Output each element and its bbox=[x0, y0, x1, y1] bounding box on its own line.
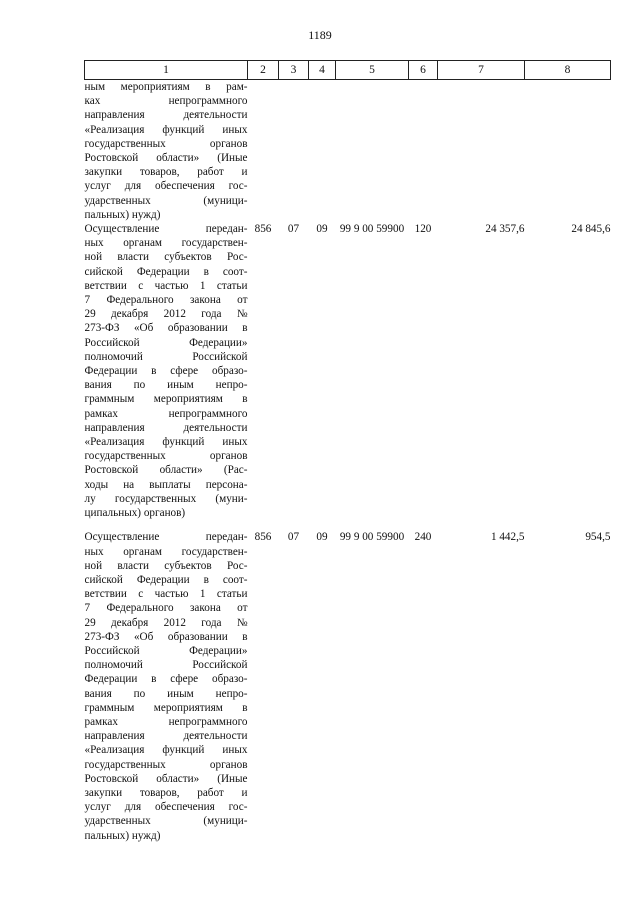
description-line: ветствии с частью 1 статьи bbox=[84, 588, 248, 601]
description-line: пальных) нужд) bbox=[84, 208, 161, 221]
description-line: закупки товаров, работ и bbox=[84, 166, 248, 179]
description-line: ходы на выплаты персона- bbox=[84, 478, 248, 491]
code-subsection: 09 bbox=[316, 531, 328, 544]
row-description bbox=[85, 222, 248, 530]
description-line: направления деятельности bbox=[84, 730, 248, 743]
description-line: Федерации в сфере образо- bbox=[84, 673, 248, 686]
amount-year-1: 1 442,5 bbox=[490, 531, 525, 544]
description-line: полномочий Российской bbox=[84, 350, 248, 363]
description-line: Российской Федерации» bbox=[84, 336, 248, 349]
description-line: ветствии с частью 1 статьи bbox=[84, 279, 248, 292]
table-row bbox=[85, 222, 611, 530]
description-line: ной власти субъектов Рос- bbox=[84, 251, 248, 264]
description-line: ударственных (муници- bbox=[84, 194, 248, 207]
column-header-3: 3 bbox=[279, 61, 309, 80]
amount-year-2 bbox=[525, 80, 611, 223]
description-line: направления деятельности bbox=[84, 109, 248, 122]
description-line: Российской Федерации» bbox=[84, 644, 248, 657]
column-header-1: 1 bbox=[85, 61, 248, 80]
code-expense-type bbox=[409, 80, 438, 223]
table-row bbox=[85, 530, 611, 854]
column-header-6: 6 bbox=[409, 61, 438, 80]
description-line: государственных органов bbox=[84, 758, 248, 771]
table-row bbox=[85, 80, 611, 223]
budget-table bbox=[84, 60, 611, 855]
description-line: 7 Федерального закона от bbox=[84, 294, 248, 307]
description-line: ной власти субъектов Рос- bbox=[84, 559, 248, 572]
code-target-article: 99 9 00 59900 bbox=[339, 531, 405, 544]
table-header-row bbox=[85, 61, 611, 80]
description-line: рамках непрограммного bbox=[84, 715, 248, 728]
description-line: ударственных (муници- bbox=[84, 815, 248, 828]
description-line: «Реализация функций иных bbox=[84, 123, 248, 136]
description-line: вания по иным непро- bbox=[84, 379, 248, 392]
description-line: «Реализация функций иных bbox=[84, 744, 248, 757]
description-line: ных органам государствен- bbox=[84, 237, 248, 250]
code-section: 07 bbox=[287, 223, 300, 236]
code-section bbox=[279, 80, 309, 223]
code-subsection bbox=[309, 80, 336, 223]
description-line: лу государственных (муни- bbox=[84, 492, 248, 505]
page-number: 1189 bbox=[308, 28, 332, 42]
amount-year-2: 24 845,6 bbox=[571, 223, 611, 236]
column-header-4: 4 bbox=[309, 61, 336, 80]
description-line: Осуществление передан- bbox=[84, 223, 248, 236]
description-line: сийской Федерации в соот- bbox=[84, 265, 248, 278]
description-line: услуг для обеспечения гос- bbox=[84, 801, 248, 814]
code-target-article bbox=[336, 80, 409, 223]
description-line: сийской Федерации в соот- bbox=[84, 573, 248, 586]
description-line: граммным мероприятиям в bbox=[84, 701, 248, 714]
description-line: рамках непрограммного bbox=[84, 407, 248, 420]
description-line: государственных органов bbox=[84, 450, 248, 463]
description-line: пальных) нужд) bbox=[84, 829, 161, 842]
description-line: Федерации в сфере образо- bbox=[84, 365, 248, 378]
code-subsection: 09 bbox=[316, 223, 328, 236]
code-expense-type: 240 bbox=[414, 531, 432, 544]
description-line: 7 Федерального закона от bbox=[84, 602, 248, 615]
description-line: ным мероприятиям в рам- bbox=[84, 81, 248, 93]
code-target-article: 99 9 00 59900 bbox=[339, 223, 405, 236]
description-line: услуг для обеспечения гос- bbox=[84, 180, 248, 193]
description-line: 29 декабря 2012 года № bbox=[84, 616, 248, 629]
description-line: Осуществление передан- bbox=[84, 531, 248, 544]
description-line: Ростовской области» (Иные bbox=[84, 152, 248, 165]
description-line: полномочий Российской bbox=[84, 659, 248, 672]
column-header-7: 7 bbox=[438, 61, 525, 80]
description-line: 29 декабря 2012 года № bbox=[84, 308, 248, 321]
column-header-5: 5 bbox=[336, 61, 409, 80]
description-line: «Реализация функций иных bbox=[84, 436, 248, 449]
description-line: Ростовской области» (Рас- bbox=[84, 464, 248, 477]
description-line: граммным мероприятиям в bbox=[84, 393, 248, 406]
amount-year-1 bbox=[438, 80, 525, 223]
code-expense-type: 120 bbox=[414, 223, 432, 236]
description-line: 273-ФЗ «Об образовании в bbox=[84, 630, 248, 643]
code-ministry: 856 bbox=[254, 531, 272, 544]
description-line: ных органам государствен- bbox=[84, 545, 248, 558]
description-line: ципальных) органов) bbox=[84, 507, 186, 520]
code-section: 07 bbox=[287, 531, 300, 544]
column-header-8: 8 bbox=[525, 61, 611, 80]
row-description bbox=[85, 530, 248, 854]
amount-year-2: 954,5 bbox=[585, 531, 611, 544]
description-line: государственных органов bbox=[84, 137, 248, 150]
description-line: Ростовской области» (Иные bbox=[84, 772, 248, 785]
amount-year-1: 24 357,6 bbox=[485, 223, 525, 236]
code-ministry bbox=[248, 80, 279, 223]
description-line: ках непрограммного bbox=[84, 95, 248, 108]
description-line: закупки товаров, работ и bbox=[84, 786, 248, 799]
description-line: вания по иным непро- bbox=[84, 687, 248, 700]
description-line: 273-ФЗ «Об образовании в bbox=[84, 322, 248, 335]
row-description bbox=[85, 80, 248, 223]
code-ministry: 856 bbox=[254, 223, 272, 236]
column-header-2: 2 bbox=[248, 61, 279, 80]
description-line: направления деятельности bbox=[84, 421, 248, 434]
